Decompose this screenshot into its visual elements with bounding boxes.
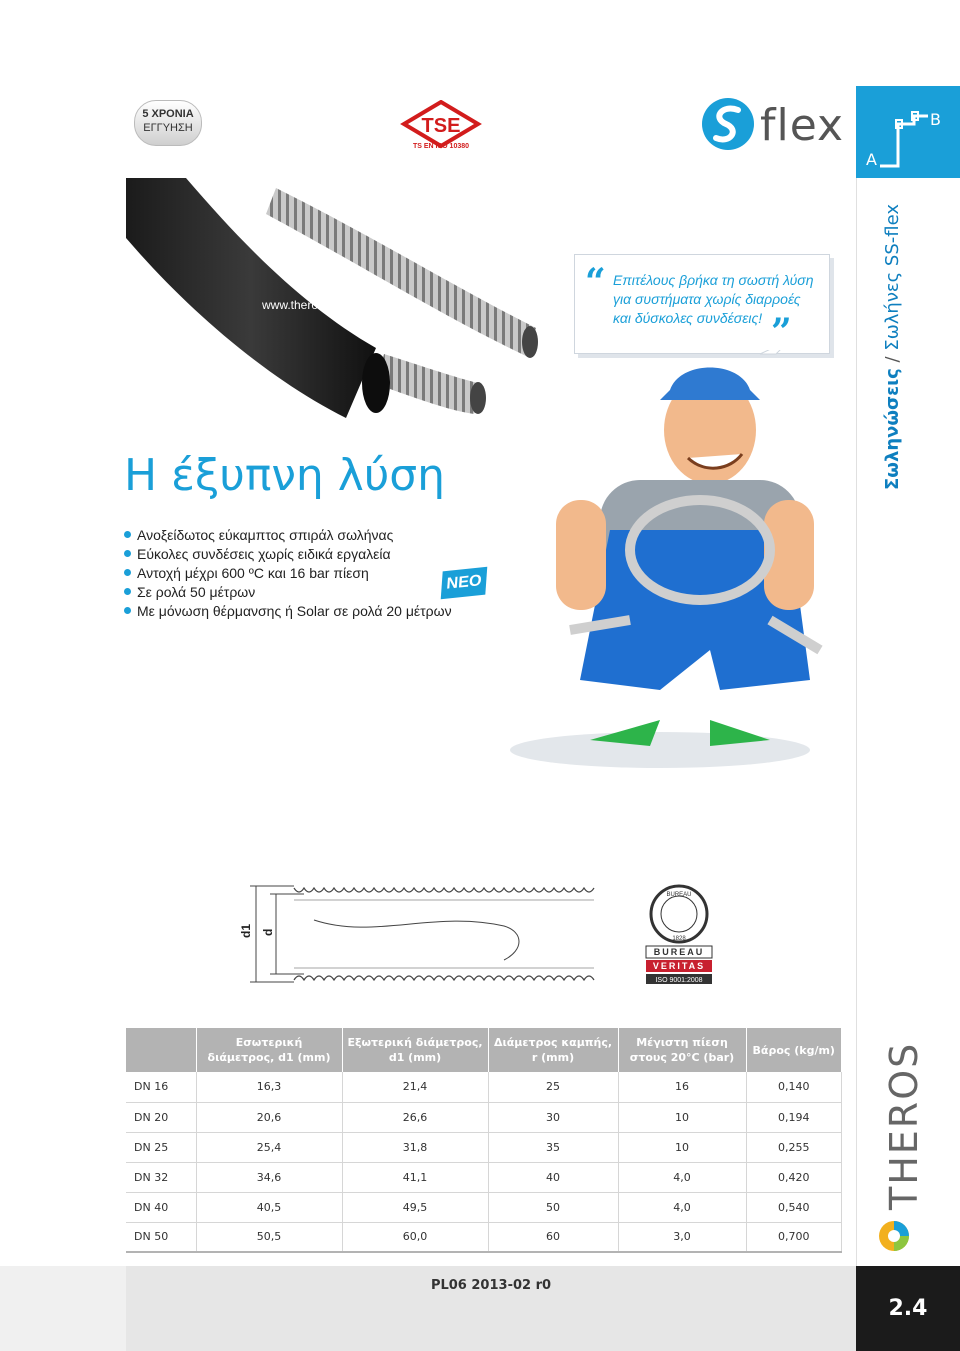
table-cell: DN 20 xyxy=(126,1102,196,1132)
label-d: d xyxy=(261,928,275,936)
new-badge: ΝΕΟ xyxy=(441,567,488,599)
table-header-row xyxy=(126,1028,842,1072)
table-cell: 30 xyxy=(488,1102,618,1132)
table-cell: 16,3 xyxy=(196,1072,342,1102)
theros-swirl-icon xyxy=(876,1218,912,1254)
table-row xyxy=(126,1192,842,1222)
label-d1: d1 xyxy=(239,923,253,938)
bv-name-1: BUREAU xyxy=(653,947,705,957)
section-separator: / xyxy=(882,356,903,363)
header-cell: Εξωτερική διάμετρος, d1 (mm) xyxy=(342,1028,488,1072)
table-cell: 41,1 xyxy=(342,1162,488,1192)
table-cell: DN 32 xyxy=(126,1162,196,1192)
bubble-text xyxy=(613,271,827,328)
table-cell: 0,420 xyxy=(746,1162,842,1192)
quote-close-icon: ” xyxy=(771,311,792,353)
table-cell: 0,194 xyxy=(746,1102,842,1132)
table-cell: 25 xyxy=(488,1072,618,1102)
pipe-dimension-diagram xyxy=(234,880,614,990)
section-title xyxy=(882,190,910,490)
table-cell: DN 16 xyxy=(126,1072,196,1102)
table-cell: 60 xyxy=(488,1222,618,1252)
table-cell: 10 xyxy=(618,1132,746,1162)
table-cell: 0,700 xyxy=(746,1222,842,1252)
table-cell: 50,5 xyxy=(196,1222,342,1252)
feature-item xyxy=(124,602,452,621)
feature-item xyxy=(124,564,452,583)
table-cell: 40 xyxy=(488,1162,618,1192)
feature-text: Εύκολες συνδέσεις χωρίς ειδικά εργαλεία xyxy=(137,546,391,562)
bullet-icon xyxy=(124,607,131,614)
table-cell: 20,6 xyxy=(196,1102,342,1132)
section-icon xyxy=(856,86,960,178)
letter-b: B xyxy=(930,110,941,129)
header-cell xyxy=(126,1028,196,1072)
bv-ring-text: BUREAU xyxy=(666,892,692,898)
table-cell: DN 25 xyxy=(126,1132,196,1162)
table-cell: 0,540 xyxy=(746,1192,842,1222)
bullet-icon xyxy=(124,569,131,576)
quote-open-icon: “ xyxy=(585,261,606,303)
header-cell: Εσωτερική διάμετρος, d1 (mm) xyxy=(196,1028,342,1072)
table-cell: 0,140 xyxy=(746,1072,842,1102)
bv-iso: ISO 9001:2008 xyxy=(655,977,703,984)
warranty-label: ΕΓΓΥΗΣΗ xyxy=(143,122,193,134)
table-cell: 31,8 xyxy=(342,1132,488,1162)
table-row xyxy=(126,1102,842,1132)
header-cell: Διάμετρος καμπής, r (mm) xyxy=(488,1028,618,1072)
page-number-box xyxy=(856,1266,960,1351)
table-cell: 0,255 xyxy=(746,1132,842,1162)
header-cell: Βάρος (kg/m) xyxy=(746,1028,842,1072)
section-title-bold: Σωληνώσεις xyxy=(882,368,903,490)
feature-text: Αντοχή μέχρι 600 ºC και 16 bar πίεση xyxy=(137,565,369,581)
feature-item xyxy=(124,526,452,545)
table-cell: DN 40 xyxy=(126,1192,196,1222)
table-cell: 4,0 xyxy=(618,1192,746,1222)
table-row xyxy=(126,1222,842,1252)
table-cell: 16 xyxy=(618,1072,746,1102)
table-cell: 50 xyxy=(488,1192,618,1222)
table-cell: DN 50 xyxy=(126,1222,196,1252)
headline: Η έξυπνη λύση xyxy=(124,450,446,501)
table-cell: 25,4 xyxy=(196,1132,342,1162)
table-cell: 4,0 xyxy=(618,1162,746,1192)
table-row xyxy=(126,1132,842,1162)
page-number: 2.4 xyxy=(888,1296,928,1321)
bureau-veritas-logo xyxy=(640,884,718,986)
table-cell: 49,5 xyxy=(342,1192,488,1222)
feature-list xyxy=(124,526,452,621)
tse-certificate: TS EN ISO 10380 xyxy=(412,143,470,150)
header-cell: Μέγιστη πίεση στους 20°C (bar) xyxy=(618,1028,746,1072)
table-row xyxy=(126,1162,842,1192)
bullet-icon xyxy=(124,531,131,538)
feature-text: Σε ρολά 50 μέτρων xyxy=(137,584,256,600)
document-code: PL06 2013-02 r0 xyxy=(430,1278,552,1293)
section-title-rest: Σωλήνες SS-flex xyxy=(882,204,903,351)
table-cell: 34,6 xyxy=(196,1162,342,1192)
bv-year: 1828 xyxy=(672,936,686,942)
table-row xyxy=(126,1072,842,1102)
bullet-icon xyxy=(124,550,131,557)
warranty-years: 5 ΧΡΟΝΙΑ xyxy=(142,108,194,120)
bv-name-2: VERITAS xyxy=(652,961,706,971)
table-cell: 40,5 xyxy=(196,1192,342,1222)
speech-bubble xyxy=(574,254,830,354)
pipe-product-image xyxy=(126,178,566,428)
feature-item xyxy=(124,545,452,564)
letter-a: A xyxy=(866,150,877,169)
tse-logo-text: TSE xyxy=(421,115,461,137)
bubble-line: για συστήματα χωρίς διαρροές xyxy=(613,291,801,307)
warranty-badge xyxy=(134,100,202,146)
plumber-mascot-illustration xyxy=(510,350,840,770)
table-cell: 26,6 xyxy=(342,1102,488,1132)
table-cell: 35 xyxy=(488,1132,618,1162)
bubble-line: και δύσκολες συνδέσεις! xyxy=(613,310,763,326)
bubble-line: Επιτέλους βρήκα τη σωστή λύση xyxy=(613,272,814,288)
feature-text: Ανοξείδωτος εύκαμπτος σπιράλ σωλήνας xyxy=(137,527,394,543)
table-cell: 21,4 xyxy=(342,1072,488,1102)
feature-item xyxy=(124,583,452,602)
flex-wordmark: flex xyxy=(760,100,845,151)
table-cell: 60,0 xyxy=(342,1222,488,1252)
theros-wordmark: THEROS xyxy=(882,1041,926,1210)
table-cell: 3,0 xyxy=(618,1222,746,1252)
feature-text: Με μόνωση θέρμανσης ή Solar σε ρολά 20 μέτρων xyxy=(137,603,452,619)
bullet-icon xyxy=(124,588,131,595)
spec-table xyxy=(126,1028,842,1253)
table-cell: 10 xyxy=(618,1102,746,1132)
watermark: www.theros.gr xyxy=(262,298,339,312)
